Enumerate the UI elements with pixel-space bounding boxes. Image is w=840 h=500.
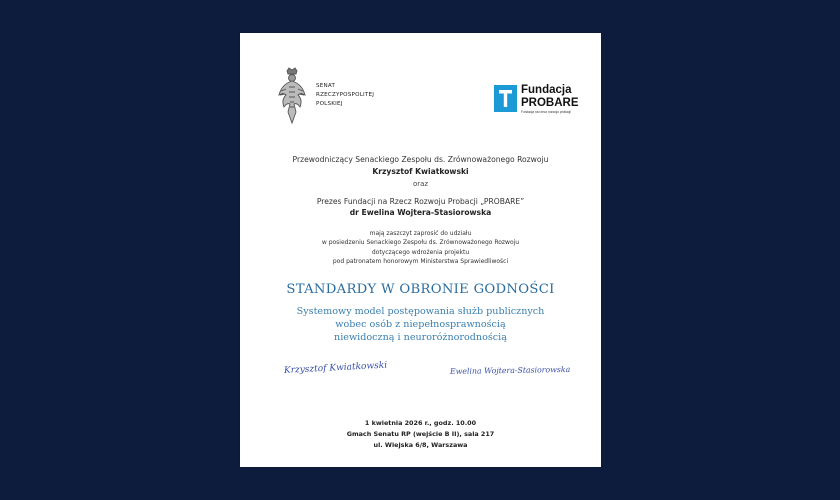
subtitle-line: niewidoczną i neuroróżnorodnością — [334, 332, 507, 343]
senat-name — [316, 82, 374, 109]
invitation-line: mają zaszczyt zaprosić do udziału — [369, 230, 472, 237]
event-venue: Gmach Senatu RP (wejście B II), sala 217 — [346, 430, 495, 438]
fundacja-name-line1: Fundacja — [521, 84, 572, 96]
senat-line: SENAT — [316, 83, 336, 89]
host1-role: Przewodniczący Senackiego Zespołu ds. Zrównoważonego Rozwoju — [292, 155, 549, 164]
invitation-card — [240, 33, 601, 467]
invitation-line: w posiedzeniu Senackiego Zespołu ds. Zrównoważonego Rozwoju — [321, 239, 520, 247]
invitation-line: dotyczącego wdrożenia projektu — [371, 248, 470, 256]
host2-name: dr Ewelina Wojtera-Stasiorowska — [349, 208, 492, 217]
eagle-emblem-icon — [276, 67, 308, 125]
invitation-line: pod patronatem honorowym Ministerstwa Sprawiedliwości — [332, 257, 509, 265]
conjunction-text: oraz — [412, 180, 429, 188]
invitation-text — [240, 229, 601, 266]
senat-line: RZECZYPOSPOLITEJ — [316, 92, 375, 98]
event-address: ul. Wiejska 6/8, Warszawa — [373, 441, 468, 449]
host1-name: Krzysztof Kwiatkowski — [372, 167, 469, 176]
subtitle-line: wobec osób z niepełnosprawnością — [335, 319, 506, 330]
fundacja-probare-logo — [494, 85, 594, 115]
subtitle-line: Systemowy model postępowania służb publicznych — [296, 306, 545, 317]
senat-line: POLSKIEJ — [316, 101, 343, 107]
host2-role: Prezes Fundacji na Rzecz Rozwoju Probacji „PROBARE” — [316, 197, 525, 206]
fundacja-tagline: Fundacja na rzecz rozwoju probacji — [521, 110, 571, 114]
probare-mark-icon — [494, 85, 517, 112]
event-details — [240, 418, 601, 451]
fundacja-name — [521, 84, 579, 109]
fundacja-name-line2: PROBARE — [521, 96, 579, 109]
signature-right: Ewelina Wojtera-Stasiorowska — [449, 364, 571, 376]
signature-left: Krzysztof Kwiatkowski — [283, 360, 388, 376]
event-date-time: 1 kwietnia 2026 r., godz. 10.00 — [364, 419, 477, 427]
senat-logo — [276, 67, 386, 127]
event-title: STANDARDY W OBRONIE GODNOŚCI — [286, 282, 555, 297]
event-subtitle — [240, 305, 601, 344]
